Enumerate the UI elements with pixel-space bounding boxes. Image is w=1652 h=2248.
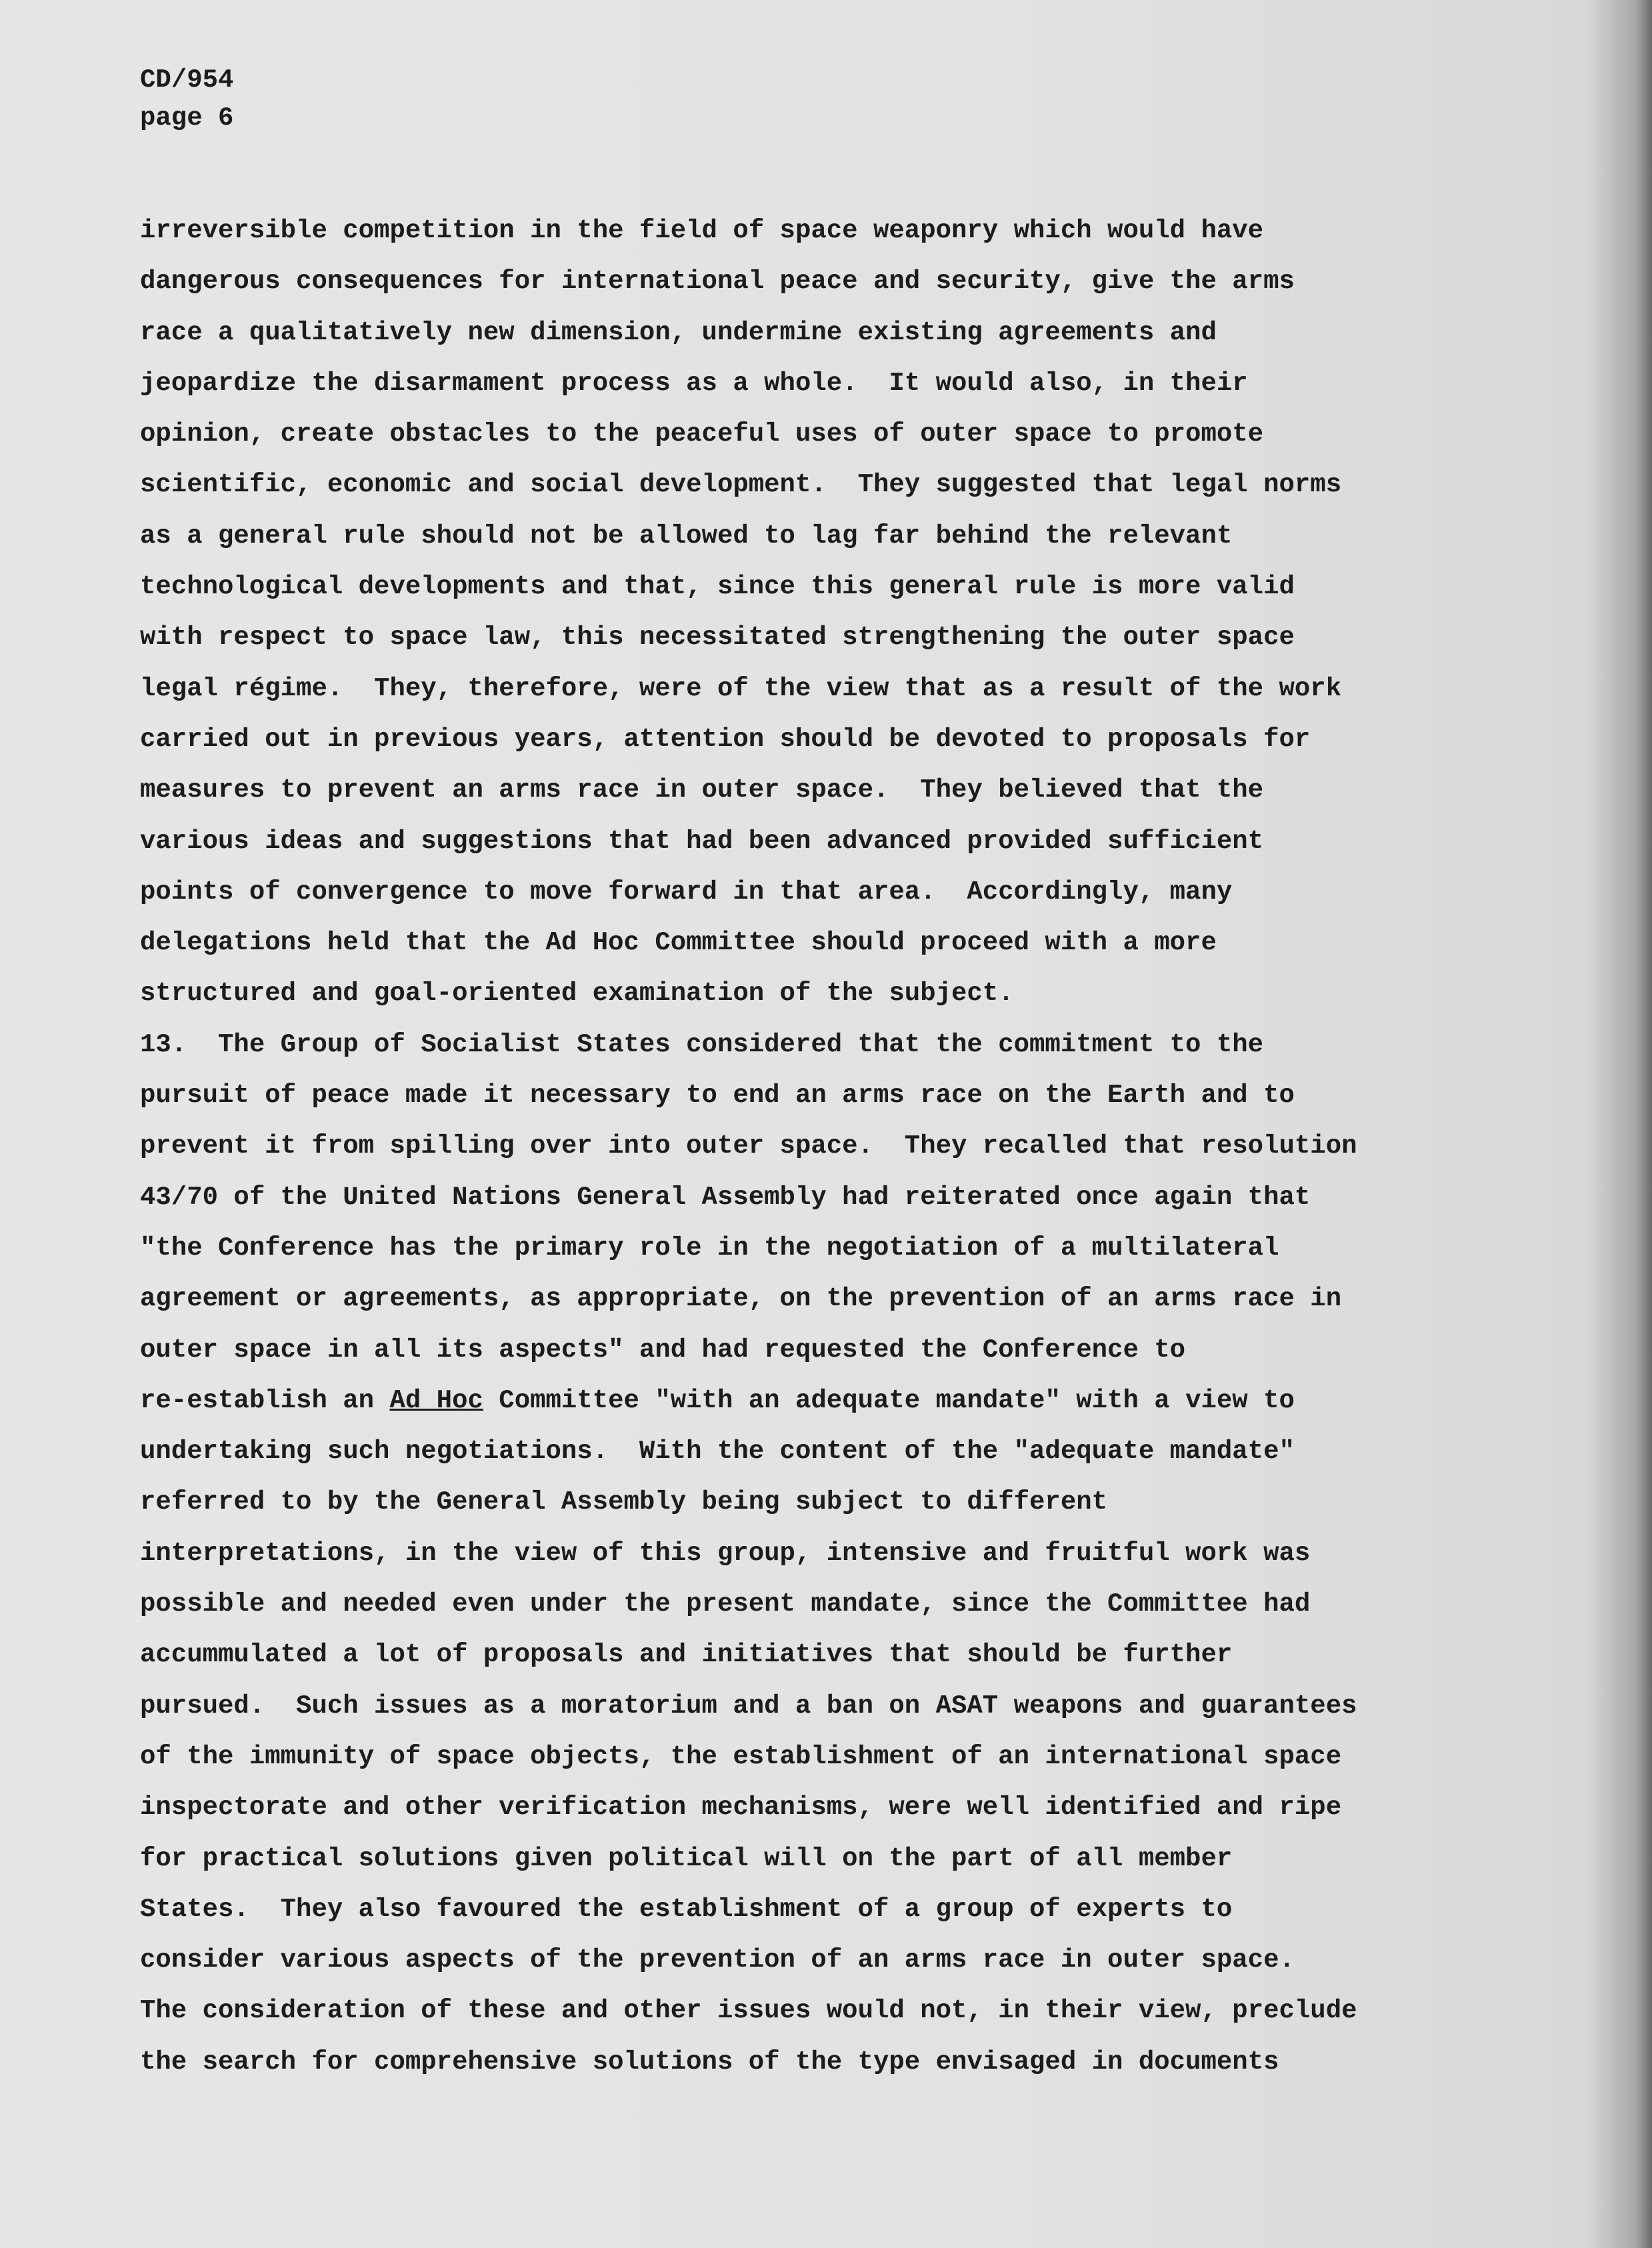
text-line: various ideas and suggestions that had been advanced provided sufficient [140,826,1264,856]
text-line: scientific, economic and social development. They suggested that legal norms [140,470,1342,500]
text-line: agreement or agreements, as appropriate, on the prevention of an arms race in [140,1284,1342,1314]
text-line: pursued. Such issues as a moratorium and a ban on ASAT weapons and guarantees [140,1691,1357,1721]
text-line: inspectorate and other verification mechanisms, were well identified and ripe [140,1793,1342,1823]
text-segment: re-establish an [140,1385,390,1415]
text-line: undertaking such negotiations. With the content of the "adequate mandate" [140,1437,1295,1467]
text-line: race a qualitatively new dimension, undermine existing agreements and [140,317,1217,347]
text-line: irreversible competition in the field of space weaponry which would have [140,216,1264,245]
text-line: The consideration of these and other issues would not, in their view, preclude [140,1996,1357,2026]
text-segment: Committee "with an adequate mandate" with a view to [483,1385,1295,1415]
text-line: "the Conference has the primary role in the negotiation of a multilateral [140,1233,1279,1263]
text-line: as a general rule should not be allowed to lag far behind the relevant [140,521,1233,551]
text-line: consider various aspects of the prevention of an arms race in outer space. [140,1945,1295,1975]
text-line: possible and needed even under the present mandate, since the Committee had [140,1589,1311,1619]
text-line: jeopardize the disarmament process as a whole. It would also, in their [140,368,1248,398]
text-line: States. They also favoured the establishment of a group of experts to [140,1894,1233,1924]
text-line: dangerous consequences for international peace and security, give the arms [140,267,1295,297]
text-line: measures to prevent an arms race in outer space. They believed that the [140,775,1264,805]
text-line: opinion, create obstacles to the peaceful uses of outer space to promote [140,419,1264,449]
text-line: 43/70 of the United Nations General Assembly had reiterated once again that [140,1182,1311,1212]
underlined-ad-hoc: Ad Hoc [389,1385,483,1415]
text-line: prevent it from spilling over into outer space. They recalled that resolution [140,1131,1357,1161]
text-line: structured and goal-oriented examination of the subject. [140,979,1014,1009]
page-number: page 6 [140,103,234,133]
text-line: pursuit of peace made it necessary to end an arms race on the Earth and to [140,1081,1295,1111]
text-line: points of convergence to move forward in that area. Accordingly, many [140,877,1233,907]
text-line: outer space in all its aspects" and had requested the Conference to [140,1335,1186,1365]
body-text [140,205,1633,2087]
text-line: accummulated a lot of proposals and initiatives that should be further [140,1640,1233,1670]
text-line: referred to by the General Assembly being subject to different [140,1487,1108,1517]
text-line: delegations held that the Ad Hoc Committee should proceed with a more [140,928,1217,958]
text-line-with-underline [140,1375,1633,1426]
text-line: interpretations, in the view of this group, intensive and fruitful work was [140,1538,1311,1568]
text-line: for practical solutions given political will on the part of all member [140,1843,1233,1873]
paragraph-13-start: 13. The Group of Socialist States considered that the commitment to the [140,1029,1264,1059]
text-line: technological developments and that, since this general rule is more valid [140,572,1295,602]
page-header [140,61,233,137]
text-line: carried out in previous years, attention should be devoted to proposals for [140,724,1311,754]
text-line: of the immunity of space objects, the establishment of an international space [140,1741,1342,1771]
text-line: with respect to space law, this necessitated strengthening the outer space [140,623,1295,653]
text-line: legal régime. They, therefore, were of the view that as a result of the work [140,673,1342,703]
text-line: the search for comprehensive solutions of the type envisaged in documents [140,2047,1279,2077]
document-symbol: CD/954 [140,65,234,95]
